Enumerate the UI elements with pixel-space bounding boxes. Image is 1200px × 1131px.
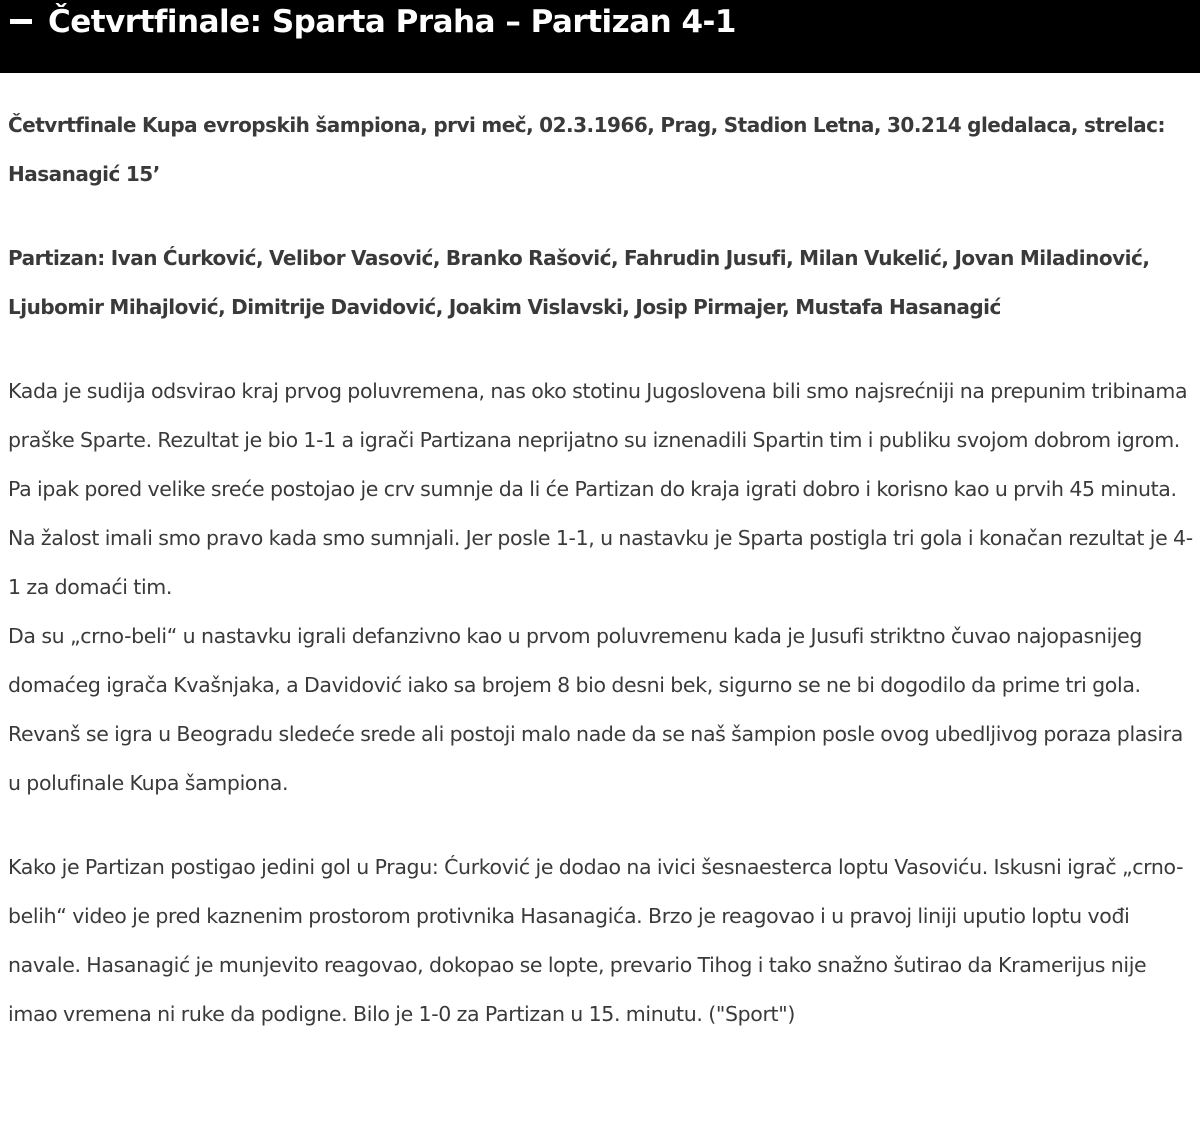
team-lineup: Partizan: Ivan Ćurković, Velibor Vasović, Branko Rašović, Fahrudin Jusufi, Milan Vukelić, Jovan Miladinović, Ljubomir Mihajlović, Dimitrije Davidović, Joakim Vislavski, Josip Pirmajer, Mustafa Hasanagić — [8, 246, 1150, 319]
article-body — [8, 101, 1200, 1039]
paragraph-analysis: Da su „crno-beli“ u nastavku igrali defanzivno kao u prvom poluvremenu kada je Jusufi striktno čuvao najopasnijeg domaćeg igrača Kvašnjaka, a Davidović iako sa brojem 8 bio desni bek, sigurno se ne bi dogodilo da prime tri gola. Revanš se igra u Beogradu sledeće srede ali postoji malo nade da se naš šampion posle ovog ubedljivog poraza plasira u polufinale Kupa šampiona. — [8, 624, 1183, 795]
paragraph-goal-description: Kako je Partizan postigao jedini gol u Pragu: Ćurković je dodao na ivici šesnaesterca loptu Vasoviću. Iskusni igrač „crno-belih“ video je pred kaznenim prostorom protivnika Hasanagića. Brzo je reagovao i u pravoj liniji uputio loptu vođi navale. Hasanagić je munjevito reagovao, dokopao se lopte, prevario Tihog i tako snažno šutirao da Kramerijus nije imao vremena ni ruke da podigne. Bilo je 1-0 za Partizan u 15. minutu. ("Sport") — [8, 855, 1184, 1026]
match-info: Četvrtfinale Kupa evropskih šampiona, prvi meč, 02.3.1966, Prag, Stadion Letna, 30.214 gledalaca, strelac: Hasanagić 15’ — [8, 113, 1166, 186]
paragraph-first-half: Kada je sudija odsvirao kraj prvog poluvremena, nas oko stotinu Jugoslovena bili smo najsrećniji na prepunim tribinama praške Sparte. Rezultat je bio 1-1 a igrači Partizana neprijatno su iznenadili Spartin tim i publiku svojom dobrom igrom. Pa ipak pored velike sreće postojao je crv sumnje da li će Partizan do kraja igrati dobro i korisno kao u prvih 45 minuta. Na žalost imali smo pravo kada smo sumnjali. Jer posle 1-1, u nastavku je Sparta postigla tri gola i konačan rezultat je 4-1 za domaći tim. — [8, 379, 1193, 599]
dash-icon — [10, 19, 32, 24]
article-title: Četvrtfinale: Sparta Praha – Partizan 4-1 — [48, 4, 736, 40]
article-header — [0, 0, 1200, 73]
